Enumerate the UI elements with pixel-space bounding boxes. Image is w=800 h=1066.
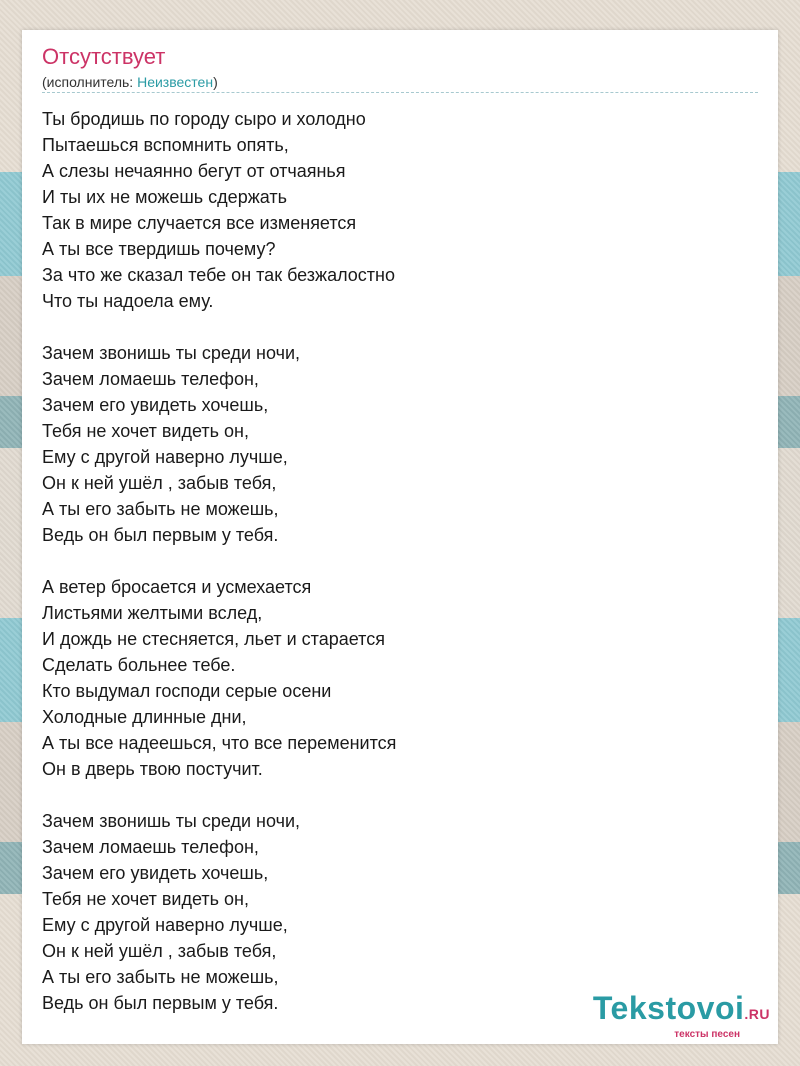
lyric-line: А слезы нечаянно бегут от отчаянья [42,161,346,181]
logo-wordmark [560,991,770,1031]
lyric-line: А ветер бросается и усмехается [42,577,312,597]
song-title: Отсутствует [42,44,166,69]
lyric-line: Что ты надоела ему. [42,291,214,311]
stanza [42,106,396,314]
stanza [42,340,396,548]
lyric-line: Ты бродишь по городу сыро и холодно [42,109,366,129]
artist-prefix: (исполнитель: [42,74,138,90]
lyric-line: Он к ней ушёл , забыв тебя, [42,941,277,961]
artist-suffix: ) [213,74,218,90]
lyric-line: Ведь он был первым у тебя. [42,993,279,1013]
lyric-line: Ведь он был первым у тебя. [42,525,279,545]
lyric-line: За что же сказал тебе он так безжалостно [42,265,396,285]
lyric-line: Ему с другой наверно лучше, [42,447,288,467]
logo-brand: Tekstovoi [592,990,745,1026]
lyric-line: Пытаешься вспомнить опять, [42,135,289,155]
lyric-line: Зачем его увидеть хочешь, [42,863,269,883]
lyric-line: Холодные длинные дни, [42,707,247,727]
artist-link[interactable]: Неизвестен [137,74,214,90]
lyric-line: Он к ней ушёл , забыв тебя, [42,473,277,493]
lyric-line: Ему с другой наверно лучше, [42,915,288,935]
logo-tagline: тексты песен [674,1029,740,1040]
lyric-line: А ты его забыть не можешь, [42,967,279,987]
lyric-line: Зачем его увидеть хочешь, [42,395,269,415]
lyric-line: Зачем звонишь ты среди ночи, [42,811,301,831]
stanza [42,808,396,1016]
lyric-line: А ты все твердишь почему? [42,239,276,259]
lyric-line: Зачем ломаешь телефон, [42,369,259,389]
site-logo[interactable] [560,991,770,1040]
header-divider [42,92,758,93]
lyric-line: И дождь не стесняется, льет и старается [42,629,385,649]
stanza [42,574,396,782]
lyric-line: Сделать больнее тебе. [42,655,236,675]
lyric-line: Так в мире случается все изменяется [42,213,357,233]
artist-line [42,74,218,90]
lyric-line: Тебя не хочет видеть он, [42,889,249,909]
lyric-line: Зачем ломаешь телефон, [42,837,259,857]
lyric-line: А ты его забыть не можешь, [42,499,279,519]
lyric-line: А ты все надеешься, что все переменится [42,733,397,753]
logo-tld: .RU [744,1006,770,1022]
lyric-line: Тебя не хочет видеть он, [42,421,249,441]
lyric-line: Зачем звонишь ты среди ночи, [42,343,301,363]
lyric-line: И ты их не можешь сдержать [42,187,287,207]
lyric-line: Он в дверь твою постучит. [42,759,263,779]
lyrics-body [42,106,396,1016]
lyric-line: Листьями желтыми вслед, [42,603,263,623]
lyric-line: Кто выдумал господи серые осени [42,681,332,701]
lyrics-card [22,30,778,1044]
